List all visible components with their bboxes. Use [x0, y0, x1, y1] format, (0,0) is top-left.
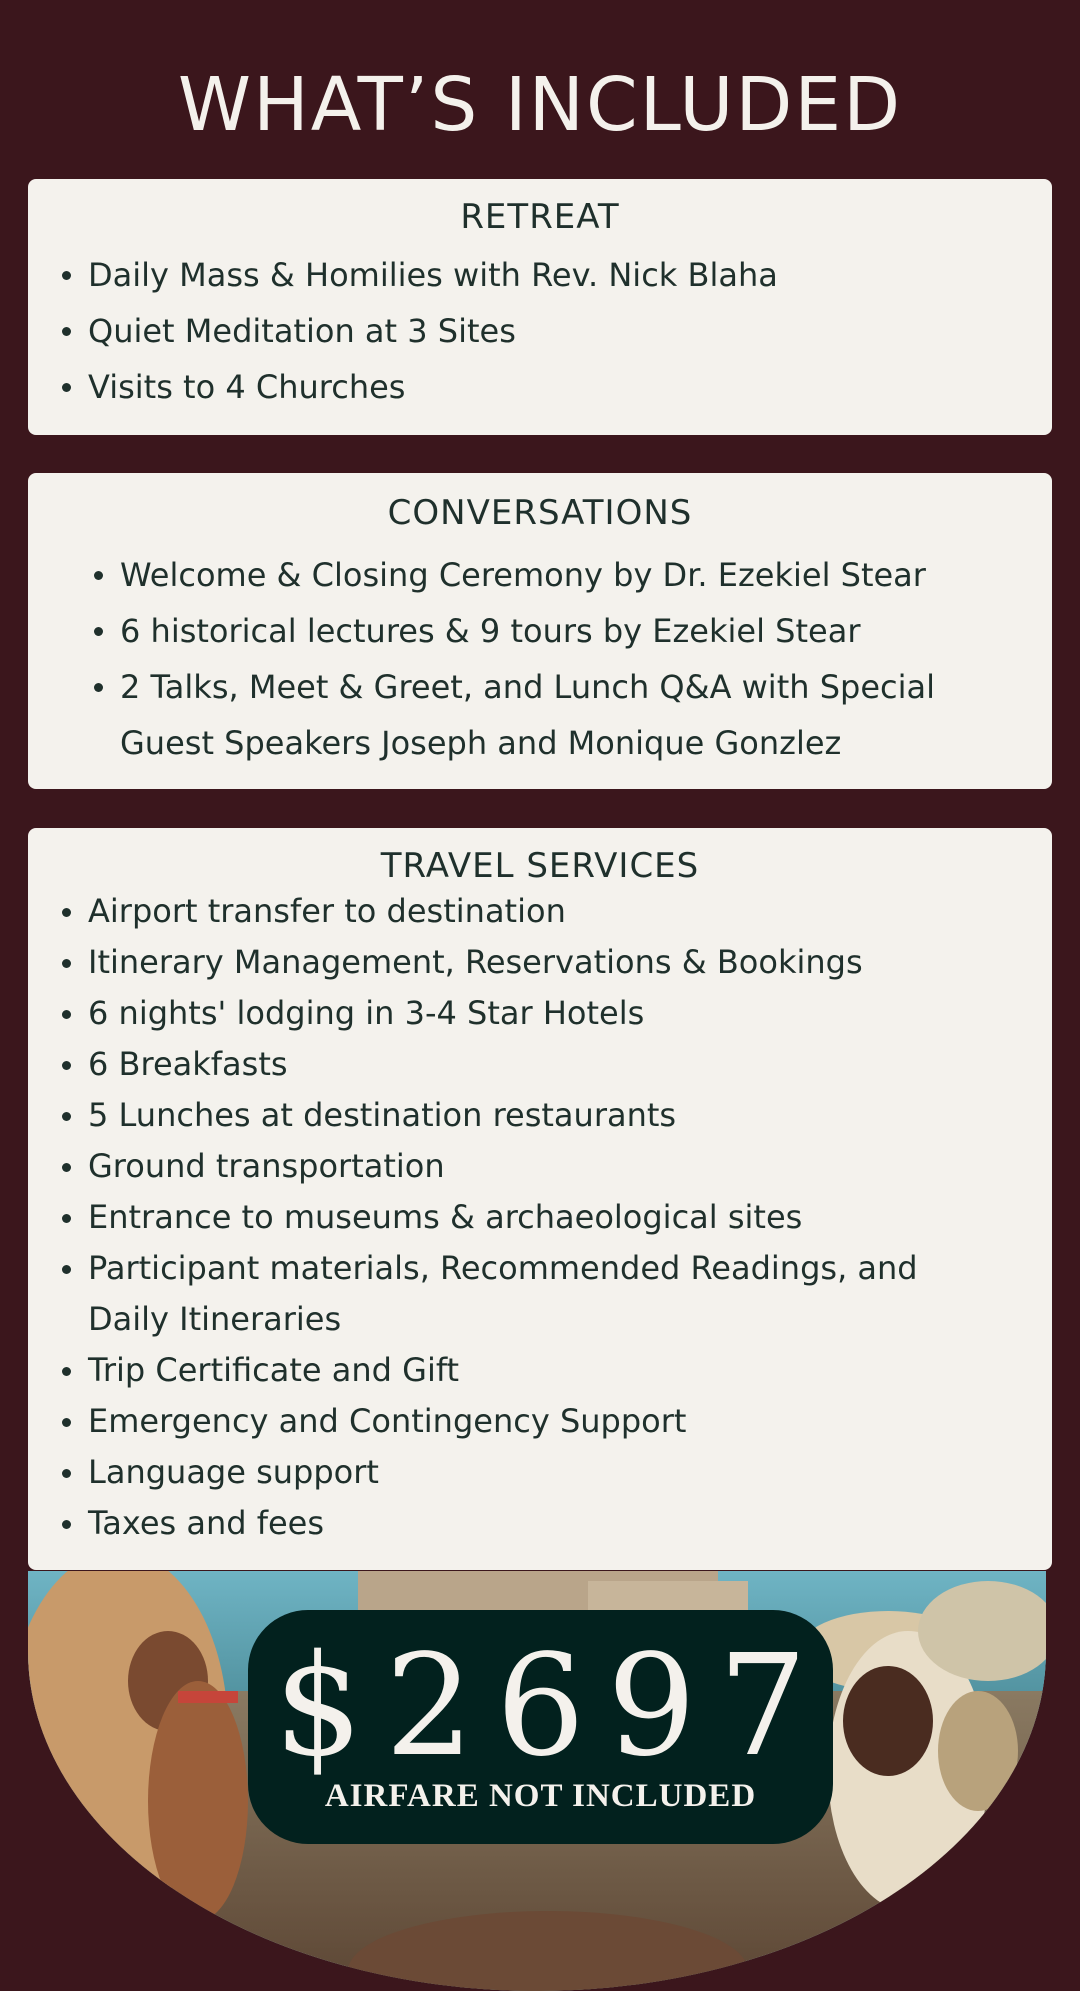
travel-services-list — [28, 886, 1052, 1549]
price-badge — [248, 1610, 833, 1844]
list-item: 6 nights' lodging in 3-4 Star Hotels — [88, 988, 982, 1039]
list-item: Airport transfer to destination — [88, 886, 982, 937]
list-item: 6 Breakfasts — [88, 1039, 982, 1090]
retreat-heading: RETREAT — [460, 197, 620, 237]
list-item: 6 historical lectures & 9 tours by Ezekiel Stear — [120, 603, 1012, 659]
list-item: Trip Certificate and Gift — [88, 1345, 982, 1396]
conversations-list — [28, 547, 1052, 771]
travel-services-card — [28, 828, 1052, 1570]
list-item: Ground transportation — [88, 1141, 982, 1192]
list-item: Taxes and fees — [88, 1498, 982, 1549]
list-item: Daily Mass & Homilies with Rev. Nick Blaha — [88, 247, 1052, 303]
list-item: Quiet Meditation at 3 Sites — [88, 303, 1052, 359]
list-item: 5 Lunches at destination restaurants — [88, 1090, 982, 1141]
travel-services-heading: TRAVEL SERVICES — [380, 846, 700, 886]
page-title: WHAT’S INCLUDED — [177, 62, 903, 148]
retreat-list — [28, 247, 1052, 415]
list-item: Entrance to museums & archaeological sites — [88, 1192, 982, 1243]
list-item: Itinerary Management, Reservations & Bookings — [88, 937, 982, 988]
list-item: Emergency and Contingency Support — [88, 1396, 982, 1447]
list-item: 2 Talks, Meet & Greet, and Lunch Q&A with Special Guest Speakers Joseph and Monique Gonzlez — [120, 659, 1012, 771]
airfare-note: AIRFARE NOT INCLUDED — [324, 1778, 757, 1814]
list-item: Participant materials, Recommended Readings, and Daily Itineraries — [88, 1243, 982, 1345]
conversations-card — [28, 473, 1052, 789]
conversations-heading: CONVERSATIONS — [387, 493, 693, 533]
list-item: Visits to 4 Churches — [88, 359, 1052, 415]
list-item: Language support — [88, 1447, 982, 1498]
list-item: Welcome & Closing Ceremony by Dr. Ezekiel Stear — [120, 547, 1012, 603]
retreat-card — [28, 179, 1052, 435]
price-value: $2697 — [273, 1625, 830, 1788]
